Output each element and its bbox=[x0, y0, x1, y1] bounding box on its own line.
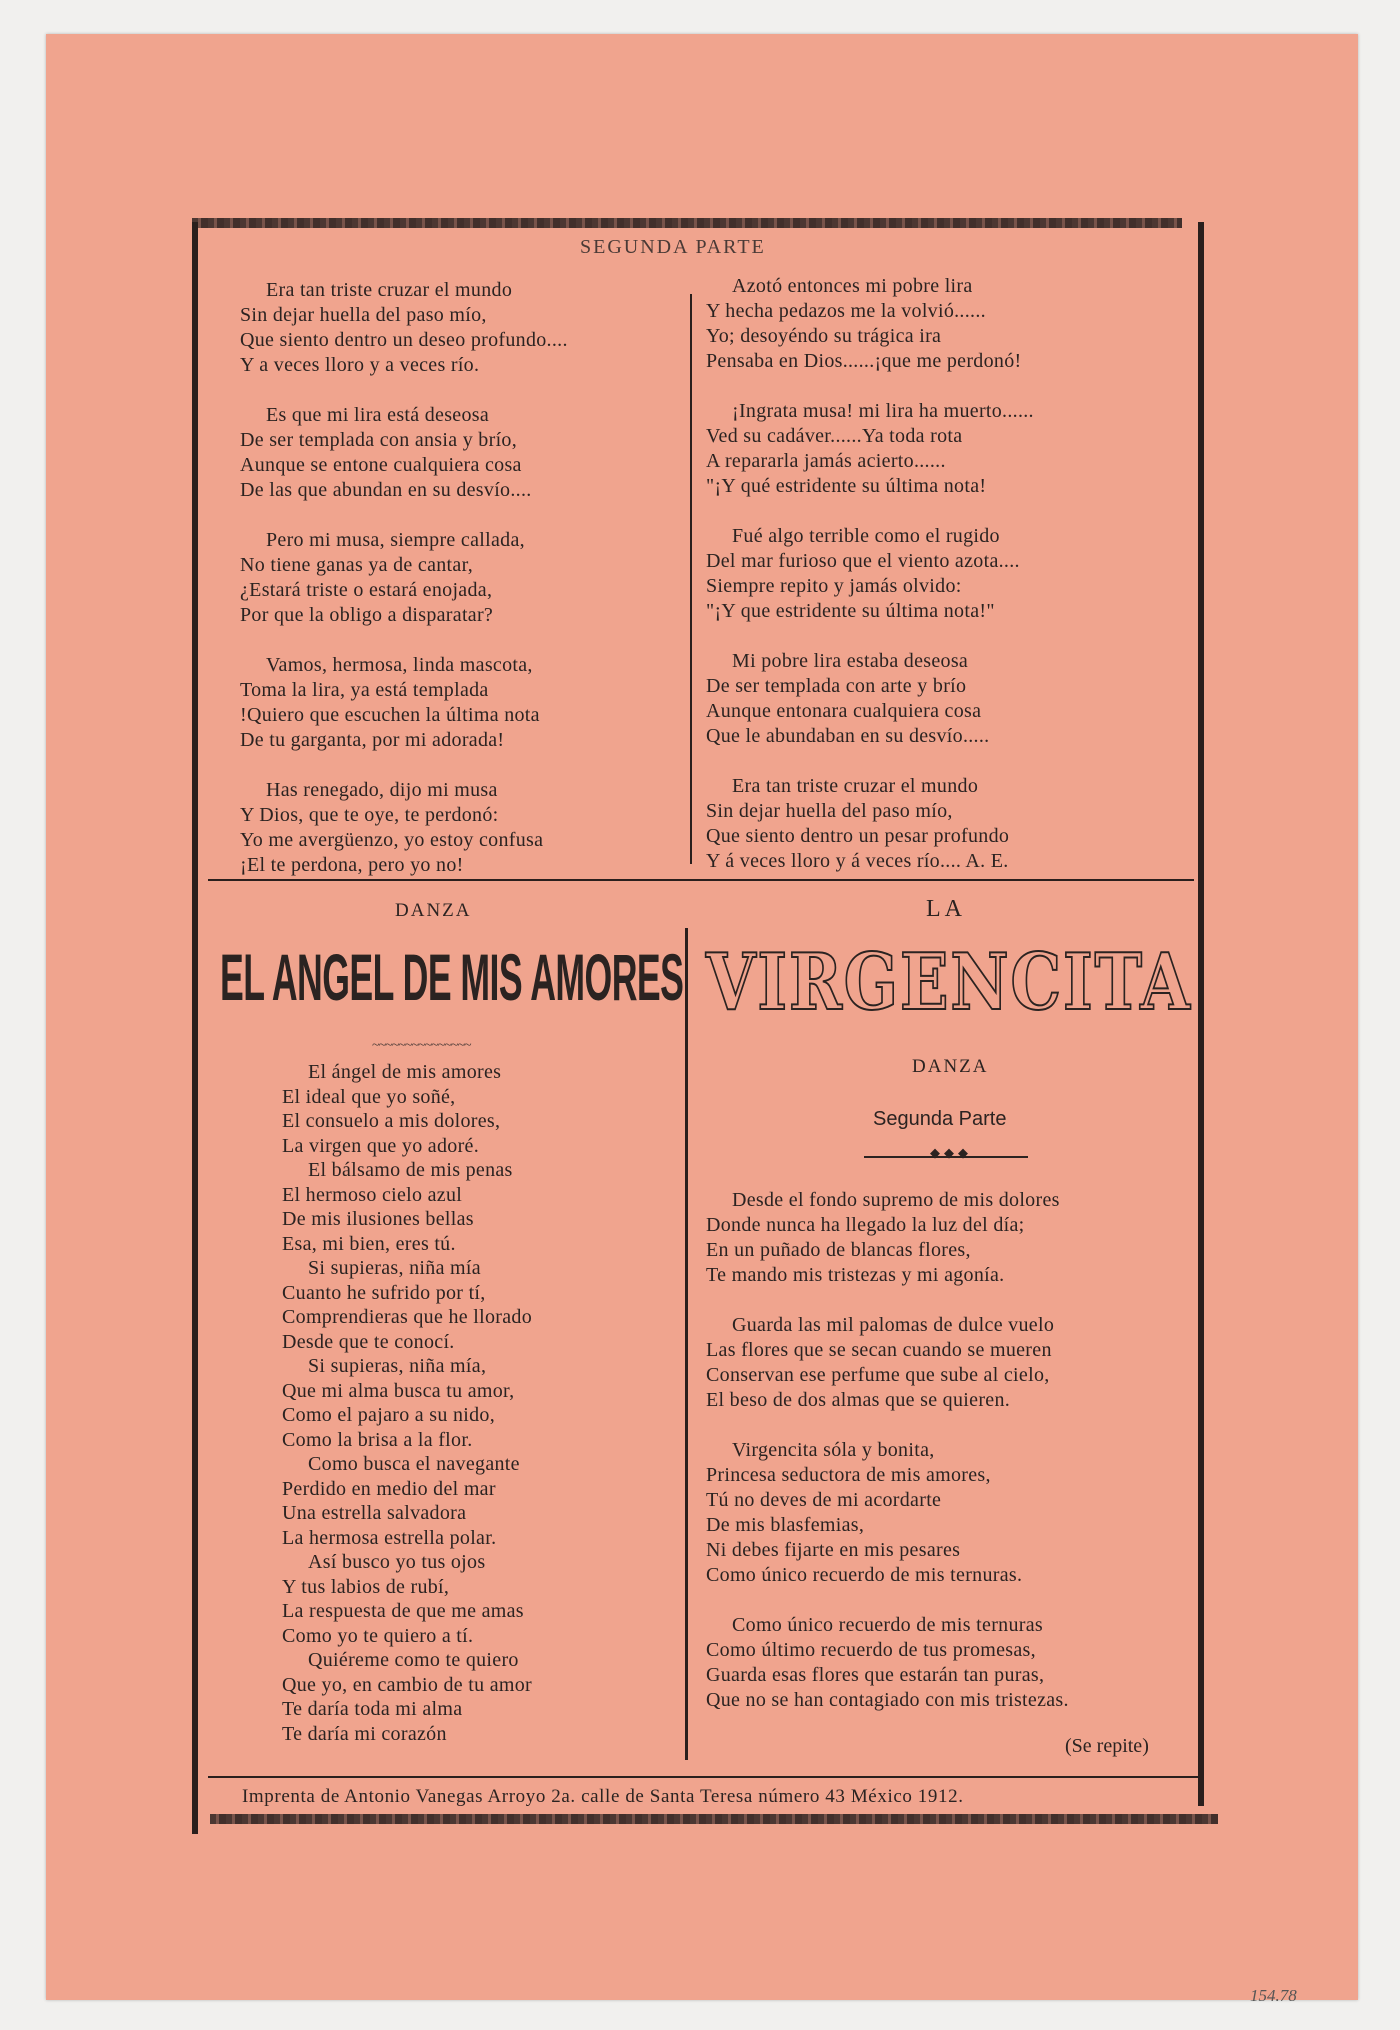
poem-line: A repararla jamás acierto...... bbox=[706, 450, 946, 472]
lyric-line: Que mi alma busca tu amor, bbox=[282, 1379, 515, 1402]
poem-line: De mis blasfemias, bbox=[706, 1514, 865, 1536]
poem-line: Sin dejar huella del paso mío, bbox=[240, 304, 487, 326]
poem-line: Era tan triste cruzar el mundo bbox=[732, 775, 979, 797]
poem-line bbox=[706, 1413, 1069, 1438]
poem-line: De las que abundan en su desvío.... bbox=[240, 479, 532, 501]
poem-line: !Quiero que escuchen la última nota bbox=[240, 704, 540, 726]
poem-line: Sin dejar huella del paso mío, bbox=[706, 800, 953, 822]
poem-line: Guarda las mil palomas de dulce vuelo bbox=[732, 1314, 1055, 1336]
angel-danza-label: DANZA bbox=[395, 900, 472, 921]
poem-line: Siempre repito y jamás olvido: bbox=[706, 575, 962, 597]
poem-line: En un puñado de blancas flores, bbox=[706, 1239, 971, 1261]
poem-line: Has renegado, dijo mi musa bbox=[266, 779, 498, 801]
lyric-line: Como busca el navegante bbox=[308, 1453, 520, 1475]
virgencita-danza-label: DANZA bbox=[912, 1056, 989, 1077]
poem-line: Princesa seductora de mis amores, bbox=[706, 1464, 991, 1486]
poem-line: Ved su cadáver......Ya toda rota bbox=[706, 425, 963, 447]
poem-line bbox=[706, 749, 1034, 774]
poem-line: Azotó entonces mi pobre lira bbox=[732, 275, 973, 297]
lyric-line: Una estrella salvadora bbox=[282, 1502, 467, 1524]
lyric-line: Esa, mi bien, eres tú. bbox=[282, 1232, 456, 1255]
ornamental-border-top bbox=[192, 218, 1182, 228]
lyric-line: Te daría toda mi alma bbox=[282, 1698, 463, 1720]
poem-line: Que siento dentro un deseo profundo.... bbox=[240, 329, 568, 351]
lyric-line: Comprendieras que he llorado bbox=[282, 1306, 532, 1328]
lyric-line: El ángel de mis amores bbox=[308, 1061, 502, 1083]
angel-squiggle-ornament: ~~~~~~~~~~~~~~~ bbox=[372, 1038, 471, 1053]
poem-line: Conservan ese perfume que sube al cielo, bbox=[706, 1364, 1050, 1386]
diamond-ornament: ◆◆◆ bbox=[930, 1145, 972, 1160]
virgencita-lyrics bbox=[706, 1188, 1069, 1713]
lyric-line: El bálsamo de mis penas bbox=[308, 1159, 513, 1181]
poem-line: Yo; desoyéndo su trágica ira bbox=[706, 325, 942, 347]
poem-line: Y a veces lloro y a veces río. bbox=[240, 354, 480, 376]
poem-line: Como último recuerdo de tus promesas, bbox=[706, 1639, 1036, 1661]
lyric-line: Como la brisa a la flor. bbox=[282, 1428, 473, 1451]
lyric-line: Y tus labios de rubí, bbox=[282, 1575, 450, 1598]
poem-line: Desde el fondo supremo de mis dolores bbox=[732, 1189, 1060, 1211]
poem-line: "¡Y qué estridente su última nota! bbox=[706, 475, 987, 497]
poem-line bbox=[706, 374, 1034, 399]
poem-line: "¡Y que estridente su última nota!" bbox=[706, 600, 995, 622]
poem-line: Por que la obligo a disparatar? bbox=[240, 604, 494, 626]
poem-line: Y hecha pedazos me la volvió...... bbox=[706, 300, 986, 322]
virgencita-la-label: LA bbox=[926, 896, 966, 922]
segunda-parte-heading: SEGUNDA PARTE bbox=[580, 236, 766, 258]
lyric-line: Desde que te conocí. bbox=[282, 1330, 455, 1353]
lyric-line: El ideal que yo soñé, bbox=[282, 1085, 456, 1108]
poem-line bbox=[240, 503, 568, 528]
poem-line: No tiene ganas ya de cantar, bbox=[240, 554, 474, 576]
lyric-line: La hermosa estrella polar. bbox=[282, 1526, 497, 1549]
poem-line bbox=[706, 499, 1034, 524]
lyric-line: Que yo, en cambio de tu amor bbox=[282, 1673, 532, 1696]
poem-line: Pero mi musa, siempre callada, bbox=[266, 529, 525, 551]
poem-line: Las flores que se secan cuando se mueren bbox=[706, 1339, 1052, 1361]
poem-line: Yo me avergüenzo, yo estoy confusa bbox=[240, 829, 544, 851]
poem-line: Era tan triste cruzar el mundo bbox=[266, 279, 513, 301]
frame-right-rule bbox=[1198, 222, 1204, 1806]
virgencita-subtitle: Segunda Parte bbox=[873, 1108, 1007, 1130]
imprint-rule bbox=[208, 1776, 1198, 1778]
poem-line: Que le abundaban en su desvío..... bbox=[706, 725, 990, 747]
lyric-line: De mis ilusiones bellas bbox=[282, 1208, 474, 1230]
section-divider-rule bbox=[208, 879, 1194, 881]
lyric-line: La respuesta de que me amas bbox=[282, 1600, 524, 1622]
lyric-line: La virgen que yo adoré. bbox=[282, 1134, 480, 1157]
top-column-divider bbox=[690, 294, 692, 864]
poem-line: Que no se han contagiado con mis tristezas. bbox=[706, 1689, 1069, 1711]
poem-line bbox=[240, 628, 568, 653]
bottom-column-divider bbox=[685, 928, 688, 1760]
lyric-line: Te daría mi corazón bbox=[282, 1722, 447, 1745]
poem-line: Como único recuerdo de mis ternuras. bbox=[706, 1564, 1023, 1586]
poem-line: De ser templada con ansia y brío, bbox=[240, 429, 518, 451]
poem-line bbox=[706, 1288, 1069, 1313]
poem-line: Es que mi lira está deseosa bbox=[266, 404, 490, 426]
poem-line: Donde nunca ha llegado la luz del día; bbox=[706, 1214, 1025, 1236]
frame-left-rule bbox=[192, 222, 198, 1834]
poem-line: Te mando mis tristezas y mi agonía. bbox=[706, 1264, 1005, 1286]
poem-line: Como único recuerdo de mis ternuras bbox=[732, 1614, 1043, 1636]
poem-line bbox=[706, 624, 1034, 649]
poem-line: Pensaba en Dios......¡que me perdonó! bbox=[706, 350, 1022, 372]
poem-line: Aunque entonara cualquiera cosa bbox=[706, 700, 982, 722]
angel-song-title: EL ANGEL DE MIS AMORES bbox=[220, 940, 684, 1014]
lyric-line: Quiéreme como te quiero bbox=[308, 1649, 519, 1671]
lyric-line: Si supieras, niña mía bbox=[308, 1257, 481, 1279]
poem-line: ¡Ingrata musa! mi lira ha muerto...... bbox=[732, 400, 1034, 422]
angel-lyrics bbox=[282, 1060, 532, 1746]
poem-line: Aunque se entone cualquiera cosa bbox=[240, 454, 522, 476]
poem-line: Guarda esas flores que estarán tan puras, bbox=[706, 1664, 1045, 1686]
poem-line bbox=[240, 378, 568, 403]
poem-line: El beso de dos almas que se quieren. bbox=[706, 1389, 1011, 1411]
poem-line: Ni debes fijarte en mis pesares bbox=[706, 1539, 961, 1561]
lyric-line: Cuanto he sufrido por tí, bbox=[282, 1281, 486, 1304]
poem-right-column bbox=[706, 274, 1034, 874]
lyric-line: Perdido en medio del mar bbox=[282, 1477, 496, 1500]
poem-line: ¡El te perdona, pero yo no! bbox=[240, 854, 464, 876]
poem-line: Fué algo terrible como el rugido bbox=[732, 525, 1000, 547]
virgencita-song-title: VIRGENCITA bbox=[706, 937, 1192, 1028]
poem-line bbox=[240, 753, 568, 778]
printer-imprint: Imprenta de Antonio Vanegas Arroyo 2a. calle de Santa Teresa número 43 México 1912. bbox=[242, 1786, 964, 1807]
poem-line: Del mar furioso que el viento azota.... bbox=[706, 550, 1020, 572]
catalog-number: 154.78 bbox=[1250, 1986, 1297, 2005]
se-repite-note: (Se repite) bbox=[1065, 1735, 1149, 1757]
poem-left-column bbox=[240, 278, 568, 878]
lyric-line: El hermoso cielo azul bbox=[282, 1183, 463, 1206]
poem-line: Y Dios, que te oye, te perdonó: bbox=[240, 804, 499, 826]
lyric-line: Como yo te quiero a tí. bbox=[282, 1624, 474, 1647]
poem-line: Mi pobre lira estaba deseosa bbox=[732, 650, 969, 672]
lyric-line: Si supieras, niña mía, bbox=[308, 1355, 487, 1377]
lyric-line: Así busco yo tus ojos bbox=[308, 1551, 486, 1573]
ornamental-border-bottom bbox=[210, 1814, 1218, 1824]
poem-line: Vamos, hermosa, linda mascota, bbox=[266, 654, 533, 676]
poem-line: Tú no deves de mi acordarte bbox=[706, 1489, 942, 1511]
poem-line bbox=[706, 1588, 1069, 1613]
poem-line: Virgencita sóla y bonita, bbox=[732, 1439, 935, 1461]
lyric-line: Como el pajaro a su nido, bbox=[282, 1404, 496, 1426]
poem-line: De ser templada con arte y brío bbox=[706, 675, 967, 697]
poem-line: Y á veces lloro y á veces río.... A. E. bbox=[706, 850, 1009, 872]
lyric-line: El consuelo a mis dolores, bbox=[282, 1110, 501, 1132]
poem-line: De tu garganta, por mi adorada! bbox=[240, 729, 505, 751]
poem-line: ¿Estará triste o estará enojada, bbox=[240, 579, 493, 601]
poem-line: Que siento dentro un pesar profundo bbox=[706, 825, 1010, 847]
poem-line: Toma la lira, ya está templada bbox=[240, 679, 489, 701]
